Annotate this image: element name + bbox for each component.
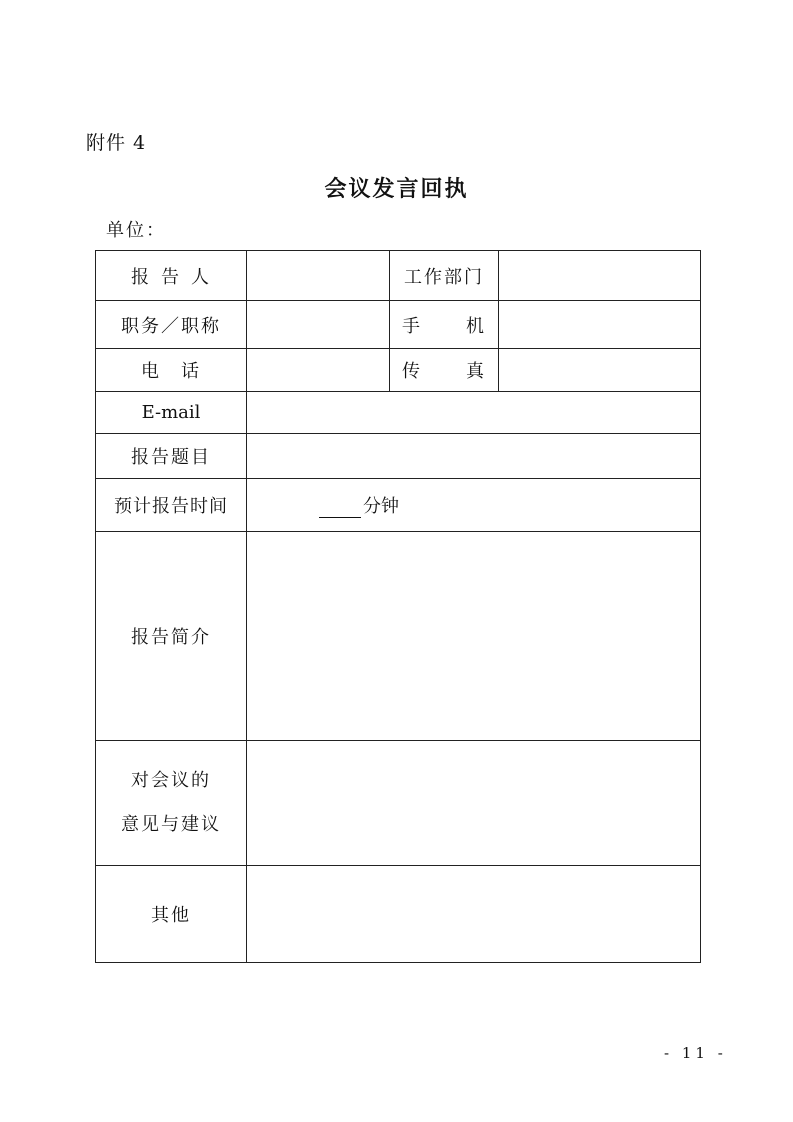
fax-field[interactable] — [499, 349, 701, 392]
duration-label-cell — [96, 479, 247, 532]
reporter-field[interactable] — [247, 251, 390, 301]
duration-wrap — [247, 492, 700, 518]
page-title: 会议发言回执 — [324, 177, 469, 202]
position-label-cell — [96, 301, 247, 349]
duration-field[interactable] — [247, 479, 701, 532]
phone-label-cell — [96, 349, 247, 392]
reporter-label: 报 告 人 — [131, 266, 211, 288]
attachment-label: 附件 4 — [86, 132, 147, 154]
phone-label: 电 话 — [141, 361, 201, 382]
other-label: 其他 — [151, 905, 191, 926]
department-label-cell — [390, 251, 499, 301]
table-row — [96, 532, 701, 741]
duration-label: 预计报告时间 — [114, 496, 228, 517]
table-row — [96, 392, 701, 434]
report-title-label: 报告题目 — [131, 447, 211, 468]
reporter-label-cell — [96, 251, 247, 301]
table-row — [96, 251, 701, 301]
duration-blank[interactable] — [319, 497, 361, 518]
phone-field[interactable] — [247, 349, 390, 392]
page-number: - 11 - — [664, 1044, 727, 1062]
report-title-label-cell — [96, 434, 247, 479]
unit-label: 单位： — [106, 220, 166, 241]
report-title-field[interactable] — [247, 434, 701, 479]
department-field[interactable] — [499, 251, 701, 301]
summary-field[interactable] — [247, 532, 701, 741]
reply-form-table — [95, 250, 701, 963]
other-label-cell — [96, 866, 247, 963]
email-label: E-mail — [141, 402, 201, 423]
position-label: 职务／职称 — [121, 315, 221, 337]
other-field[interactable] — [247, 866, 701, 963]
summary-label-cell — [96, 532, 247, 741]
table-row — [96, 866, 701, 963]
table-row — [96, 479, 701, 532]
table-row — [96, 434, 701, 479]
feedback-field[interactable] — [247, 741, 701, 866]
email-field[interactable] — [247, 392, 701, 434]
department-label: 工作部门 — [404, 266, 484, 288]
mobile-field[interactable] — [499, 301, 701, 349]
email-label-cell — [96, 392, 247, 434]
mobile-label: 手 机 — [402, 315, 486, 337]
mobile-label-cell — [390, 301, 499, 349]
feedback-label-line1: 对会议的 — [131, 770, 211, 791]
duration-unit: 分钟 — [363, 496, 399, 517]
fax-label: 传 真 — [402, 361, 486, 382]
table-row — [96, 741, 701, 866]
summary-label: 报告简介 — [131, 627, 211, 648]
feedback-label-line2: 意见与建议 — [121, 814, 221, 835]
table-row — [96, 349, 701, 392]
fax-label-cell — [390, 349, 499, 392]
table-row — [96, 301, 701, 349]
position-field[interactable] — [247, 301, 390, 349]
feedback-label-cell — [96, 741, 247, 866]
